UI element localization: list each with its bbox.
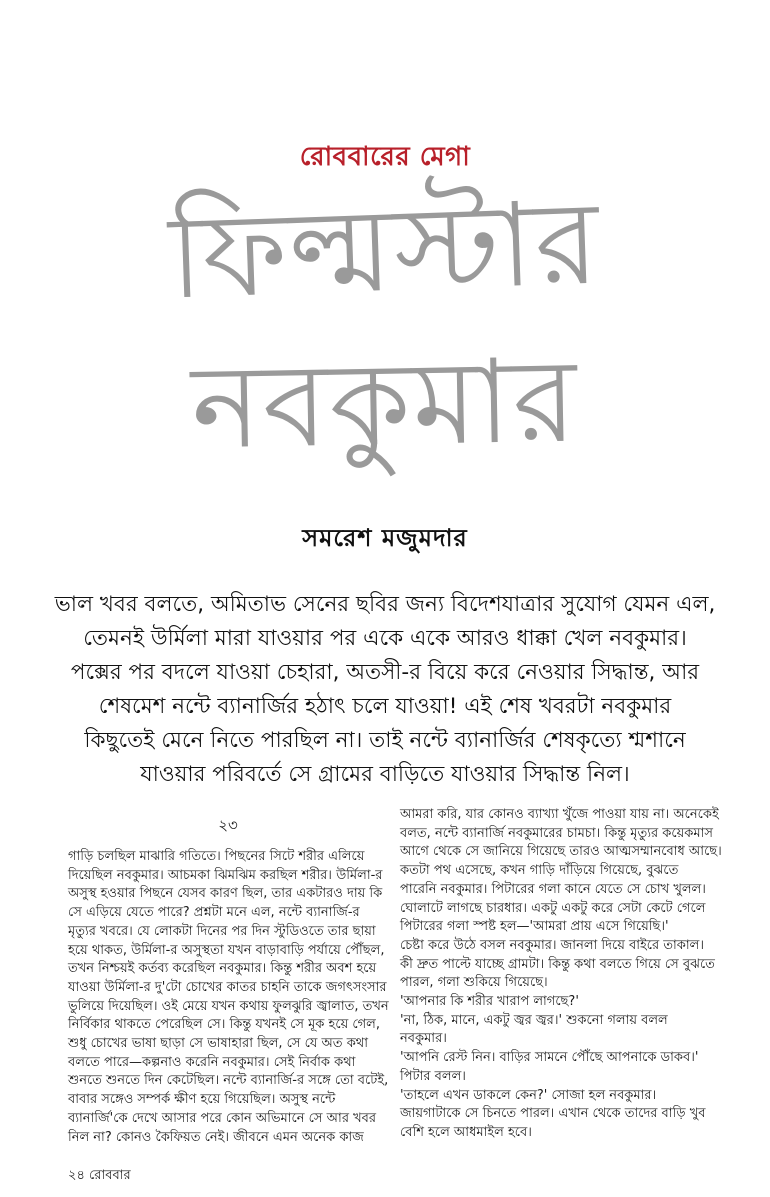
body-line: শুধু চোখের ভাষা ছাড়া সে ভাষাহারা ছিল, সে যে অত কথা [68,1036,368,1052]
body-line: বেশি হলে আধমাইল হবে। [400,1124,532,1140]
body-line: পিটার বলল। [400,1068,466,1084]
intro-blurb [40,588,730,792]
chapter-number: ২৩ [218,816,238,834]
body-line: শুনতে শুনতে দিন কেটেছিল। নন্টে ব্যানার্জি-র সঙ্গে তো বটেই, [68,1073,389,1089]
body-line: জায়গাটাকে সে চিনতে পারল। এখান থেকে তাদের বাড়ি খুব [400,1106,706,1122]
intro-line: শেষমেশ নন্টে ব্যানার্জির হঠাৎ চলে যাওয়া! এই শেষ খবরটা নবকুমার [98,694,672,719]
body-line: দিয়েছিল নবকুমার। আচমকা ঝিমঝিম করছিল শরীর। উর্মিলা-র [68,867,383,883]
body-line: 'না, ঠিক, মানে, একটু জ্বর জ্বর।' শুকনো গলায় বলল [400,1012,668,1028]
story-title-line-2: নবকুমার [190,333,580,476]
intro-line: পক্সের পর বদলে যাওয়া চেহারা, অতসী-র বিয়ে করে নেওয়ার সিদ্ধান্ত, আর [70,660,700,685]
body-line: নবকুমার। [400,1031,447,1047]
body-line: নির্বিকার থাকতে পেরেছিল সে। কিন্তু যখনই সে মূক হয়ে গেল, [68,1017,380,1033]
body-line: চেষ্টা করে উঠে বসল নবকুমার। জানলা দিয়ে বাইরে তাকাল। [400,937,704,953]
body-line: মৃত্যুর খবরে। যে লোকটা দিনের পর দিন স্টুডিওতে তার ছায়া [68,923,376,939]
body-line: 'আপনি রেস্ট নিন। বাড়ির সামনে পৌঁছে আপনাকে ডাকব।' [400,1050,699,1066]
body-line: 'তাহলে এখন ডাকলে কেন?' সোজা হল নবকুমার। [400,1087,657,1103]
body-line: কতটা পথ এসেছে, কখন গাড়ি দাঁড়িয়ে গিয়েছে, বুঝতে [400,863,679,879]
body-column-left [68,806,388,1147]
intro-line: ভাল খবর বলতে, অমিতাভ সেনের ছবির জন্য বিদেশযাত্রার সুযোগ যেমন এল, [54,592,716,617]
series-kicker: রোববারের মেগা [299,142,471,172]
body-line: বলতে পারে—কল্পনাও করেনি নবকুমার। সেই নির্বাক কথা [68,1054,356,1070]
body-line: কী দ্রুত পাল্টে যাচ্ছে গ্রামটা। কিন্তু কথা বলতে গিয়ে সে বুঝতে [400,956,715,972]
body-line: পারল, গলা শুকিয়ে গিয়েছে। [400,975,548,991]
body-line: অসুস্থ হওয়ার পিছনে যেসব কারণ ছিল, তার একটারও দায় কি [68,886,383,902]
body-line: যাওয়া উর্মিলা-র দু'টো চোখের কাতর চাহনি তাকে জগৎসংসার [68,979,387,995]
body-line: বলত, নন্টে ব্যানার্জি নবকুমারের চামচা। কিন্তু মৃত্যুর কয়েকমাস [400,825,713,841]
body-line: সে এড়িয়ে যেতে পারে? প্রশ্নটা মনে এল, নন্টে ব্যানার্জি-র [68,905,360,921]
intro-line: যাওয়ার পরিবর্তে সে গ্রামের বাড়িতে যাওয়ার সিদ্ধান্ত নিল। [140,762,630,787]
body-line: ব্যানার্জি'কে দেখে আসার পরে কোন অভিমানে সে আর খবর [68,1110,377,1126]
story-title-line-1: ফিল্মস্টার [167,175,603,326]
body-line: 'আপনার কি শরীর খারাপ লাগছে?' [400,994,579,1010]
body-line: আগে থেকে সে জানিয়ে গিয়েছে তারও আত্মসম্মানবোধ আছে। [400,844,722,860]
body-line: তখন নিশ্চয়ই কর্তব্য করেছিল নবকুমার। কিন্তু শরীর অবশ হয়ে [68,961,377,977]
body-line: ভুলিয়ে দিয়েছিল। ওই মেয়ে যখন কথায় ফুলঝুরি জ্বালাত, তখন [68,998,389,1014]
body-line: নিল না? কোনও কৈফিয়ত নেই। জীবনে এমন অনেক কাজ [68,1129,364,1145]
body-line: বাবার সঙ্গেও সম্পর্ক ক্ষীণ হয়ে গিয়েছিল। অসুস্থ নন্টে [68,1092,336,1108]
body-column-right [400,806,730,1143]
body-line: পিটারের গলা স্পষ্ট হল—'আমরা প্রায় এসে গিয়েছি।' [400,919,669,935]
intro-line: কিছুতেই মেনে নিতে পারছিল না। তাই নন্টে ব্যানার্জির শেষকৃত্যে শ্মশানে [84,728,686,753]
body-line: ঘোলাটে লাগছে চারধার। একটু একটু করে সেটা কেটে গেলে [400,900,706,916]
page-folio: ২৪ রোববার [68,1168,131,1183]
body-line: আমরা করি, যার কোনও ব্যাখ্যা খুঁজে পাওয়া যায় না। অনেকেই [400,807,719,822]
body-line: পারেনি নবকুমার। পিটারের গলা কানে যেতে সে চোখ খুলল। [400,881,706,897]
intro-line: তেমনই উর্মিলা মারা যাওয়ার পর একে একে আরও ধাক্কা খেল নবকুমার। [83,626,687,651]
author-name: সমরেশ মজুমদার [302,524,468,552]
body-line: গাড়ি চলছিল মাঝারি গতিতে। পিছনের সিটে শরীর এলিয়ে [68,849,365,864]
body-line: হয়ে থাকত, উর্মিলা-র অসুস্থতা যখন বাড়াবাড়ি পর্যায়ে পৌঁছল, [68,942,385,958]
